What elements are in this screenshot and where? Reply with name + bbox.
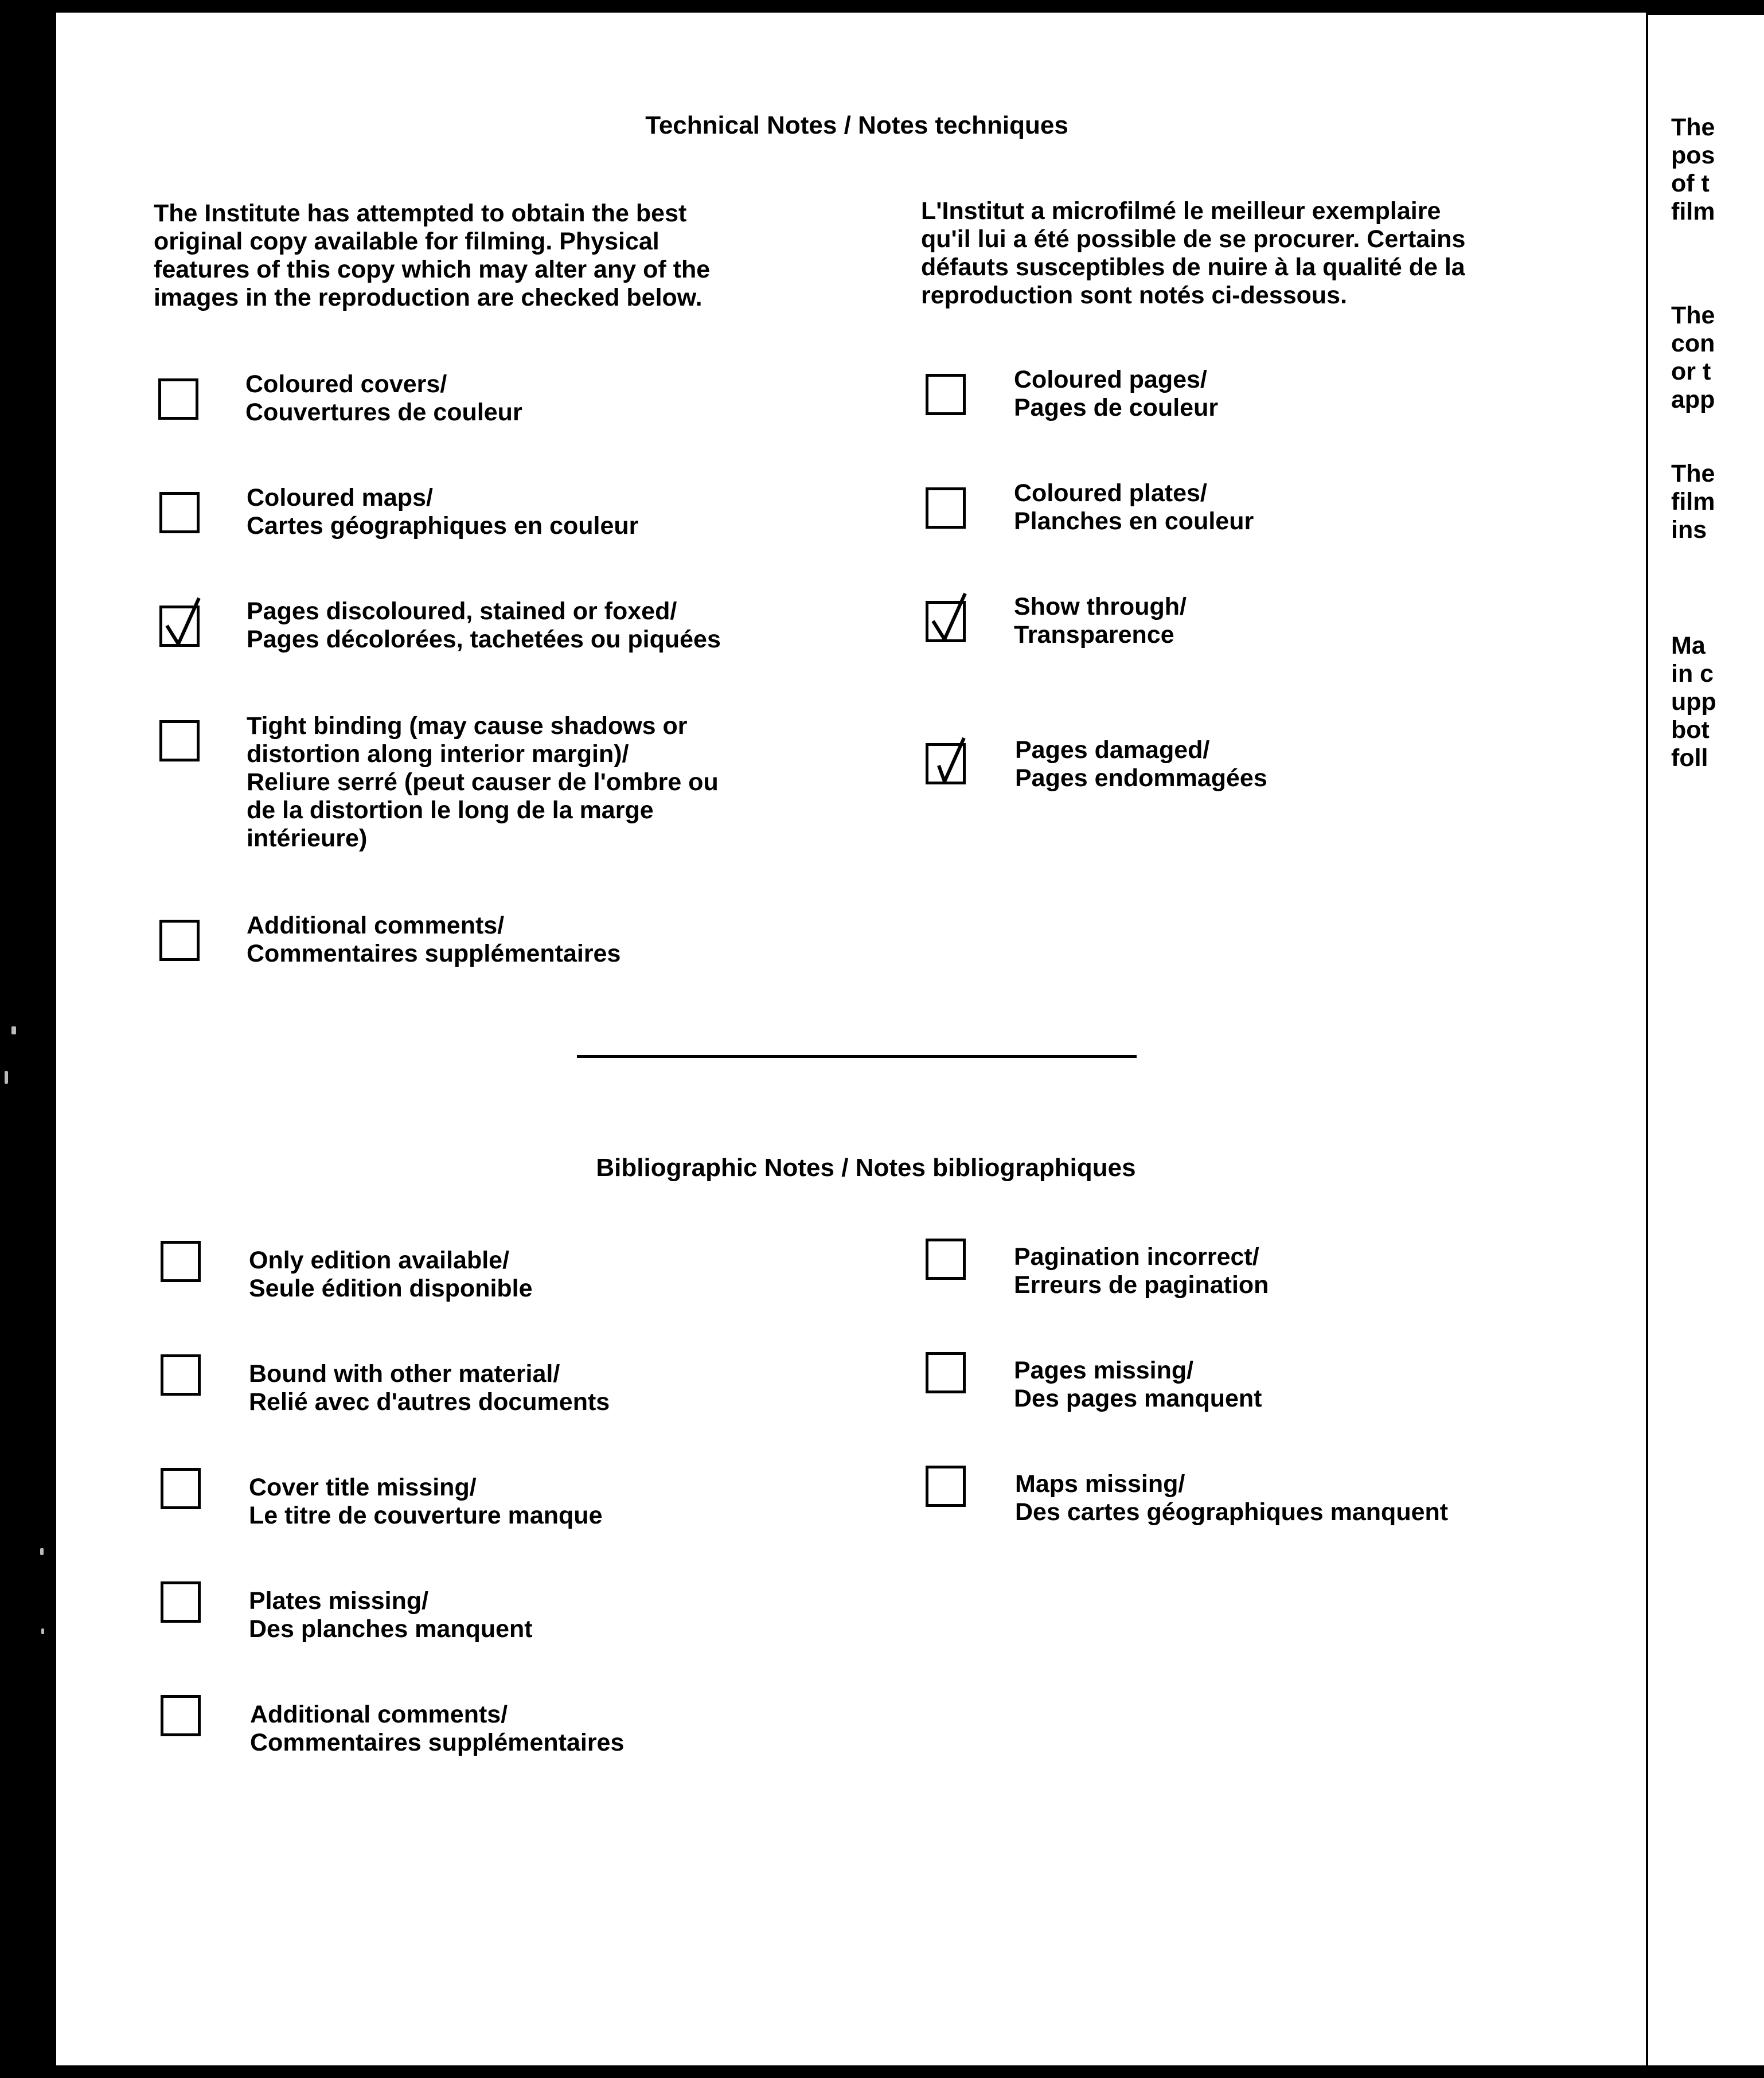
checkbox-pages-missing[interactable] bbox=[926, 1352, 966, 1393]
fragment-text: of t bbox=[1671, 170, 1710, 197]
item-label bbox=[249, 1360, 610, 1416]
item-label bbox=[249, 1587, 533, 1643]
adjacent-page-fragment bbox=[1648, 15, 1764, 2065]
item-label-line: Pages damaged/ bbox=[1015, 736, 1210, 764]
intro-en-line: images in the reproduction are checked below. bbox=[154, 284, 703, 311]
fragment-text: in c bbox=[1671, 660, 1714, 688]
checkbox-coloured-plates[interactable] bbox=[926, 487, 966, 529]
technical-notes-heading: Technical Notes / Notes techniques bbox=[645, 111, 1068, 139]
item-label-line: Des cartes géographiques manquent bbox=[1015, 1498, 1449, 1526]
checkbox-additional-comments-bibliographic[interactable] bbox=[161, 1695, 201, 1736]
fragment-text: upp bbox=[1671, 688, 1716, 716]
item-label-line: Cartes géographiques en couleur bbox=[247, 512, 639, 540]
fragment-text: pos bbox=[1671, 142, 1715, 169]
item-label-line: Only edition available/ bbox=[249, 1247, 510, 1274]
checkbox-maps-missing[interactable] bbox=[926, 1466, 966, 1507]
intro-fr-line: reproduction sont notés ci-dessous. bbox=[921, 282, 1348, 309]
item-label-line: Le titre de couverture manque bbox=[249, 1502, 603, 1529]
film-edge-mark bbox=[40, 1548, 44, 1555]
item-label-line: Coloured covers/ bbox=[245, 370, 447, 398]
check-mark-icon bbox=[161, 593, 204, 649]
item-label-line: Coloured maps/ bbox=[247, 484, 433, 511]
item-label bbox=[1014, 366, 1218, 422]
item-label-line: Tight binding (may cause shadows or bbox=[247, 712, 688, 740]
item-label-line: Coloured plates/ bbox=[1014, 479, 1207, 507]
item-label-line: Cover title missing/ bbox=[249, 1474, 477, 1501]
item-label bbox=[245, 370, 522, 427]
checkbox-plates-missing[interactable] bbox=[161, 1581, 201, 1623]
item-label bbox=[1014, 1357, 1262, 1413]
intro-en-line: original copy available for filming. Physical bbox=[154, 228, 659, 255]
item-label-line: Transparence bbox=[1014, 621, 1174, 649]
item-label bbox=[247, 484, 638, 540]
item-label-line: Coloured pages/ bbox=[1014, 366, 1207, 393]
item-label-line: Pages de couleur bbox=[1014, 394, 1219, 421]
item-label-line: intérieure) bbox=[247, 825, 368, 852]
fragment-text: The bbox=[1671, 114, 1715, 141]
item-label-line: Relié avec d'autres documents bbox=[249, 1388, 610, 1416]
item-label-line: Additional comments/ bbox=[247, 912, 505, 939]
item-label-line: Maps missing/ bbox=[1015, 1470, 1185, 1498]
item-label bbox=[1014, 593, 1187, 649]
item-label-line: Pages missing/ bbox=[1014, 1357, 1194, 1384]
item-label-line: Des planches manquent bbox=[249, 1615, 533, 1643]
item-label-line: Commentaires supplémentaires bbox=[247, 940, 621, 967]
film-edge-mark bbox=[41, 1628, 44, 1634]
fragment-text: The bbox=[1671, 460, 1715, 487]
technical-notes-sheet bbox=[56, 13, 1646, 2065]
item-label-line: Bound with other material/ bbox=[249, 1360, 560, 1388]
item-label-line: Pages discoloured, stained or foxed/ bbox=[247, 597, 677, 625]
checkbox-pagination-incorrect[interactable] bbox=[926, 1239, 966, 1280]
fragment-text: or t bbox=[1671, 358, 1711, 385]
item-label-line: Commentaires supplémentaires bbox=[250, 1729, 625, 1756]
intro-en-line: The Institute has attempted to obtain the best bbox=[154, 200, 687, 227]
checkbox-show-through[interactable] bbox=[926, 601, 966, 642]
check-mark-icon bbox=[927, 589, 970, 644]
section-divider bbox=[577, 1055, 1137, 1058]
fragment-text: app bbox=[1671, 386, 1715, 413]
item-label-line: Seule édition disponible bbox=[249, 1275, 533, 1302]
item-label bbox=[249, 1247, 533, 1303]
fragment-text: foll bbox=[1671, 744, 1708, 772]
item-label bbox=[247, 597, 721, 654]
fragment-text: con bbox=[1671, 330, 1715, 357]
film-edge-mark bbox=[11, 1026, 16, 1034]
bibliographic-notes-heading: Bibliographic Notes / Notes bibliographiques bbox=[596, 1154, 1136, 1182]
checkbox-coloured-pages[interactable] bbox=[926, 374, 966, 415]
checkbox-pages-damaged[interactable] bbox=[926, 743, 966, 784]
intro-fr-line: défauts susceptibles de nuire à la qualité de la bbox=[921, 253, 1465, 281]
checkbox-bound-with[interactable] bbox=[161, 1354, 201, 1396]
checkbox-pages-discoloured[interactable] bbox=[159, 606, 200, 647]
item-label-line: Pagination incorrect/ bbox=[1014, 1243, 1259, 1271]
checkbox-coloured-covers[interactable] bbox=[158, 378, 198, 420]
item-label bbox=[250, 1701, 624, 1757]
item-label bbox=[1014, 1243, 1269, 1299]
item-label bbox=[247, 712, 719, 853]
item-label-line: Erreurs de pagination bbox=[1014, 1271, 1269, 1299]
fragment-text: bot bbox=[1671, 716, 1710, 744]
item-label-line: Additional comments/ bbox=[250, 1701, 508, 1728]
item-label-line: Des pages manquent bbox=[1014, 1385, 1262, 1412]
check-mark-icon bbox=[927, 731, 970, 786]
item-label-line: de la distortion le long de la marge bbox=[247, 796, 654, 824]
checkbox-coloured-maps[interactable] bbox=[159, 492, 200, 533]
item-label-line: Planches en couleur bbox=[1014, 507, 1254, 535]
item-label bbox=[247, 912, 620, 968]
checkbox-tight-binding[interactable] bbox=[159, 720, 200, 761]
item-label-line: Pages endommagées bbox=[1015, 764, 1267, 792]
item-label-line: distortion along interior margin)/ bbox=[247, 740, 629, 768]
intro-fr-line: qu'il lui a été possible de se procurer. Certains bbox=[921, 225, 1466, 253]
checkbox-cover-title-missing[interactable] bbox=[161, 1468, 201, 1509]
intro-fr-line: L'Institut a microfilmé le meilleur exemplaire bbox=[921, 197, 1441, 225]
fragment-text: film bbox=[1671, 198, 1715, 225]
item-label-line: Pages décolorées, tachetées ou piquées bbox=[247, 626, 721, 653]
film-edge-mark bbox=[5, 1071, 8, 1084]
item-label bbox=[249, 1474, 603, 1530]
intro-en-line: features of this copy which may alter any of the bbox=[154, 256, 711, 283]
fragment-text: The bbox=[1671, 302, 1715, 329]
fragment-text: film bbox=[1671, 488, 1715, 515]
checkbox-only-edition[interactable] bbox=[161, 1241, 201, 1282]
item-label-line: Plates missing/ bbox=[249, 1587, 429, 1615]
item-label bbox=[1015, 1470, 1448, 1526]
fragment-text: Ma bbox=[1671, 632, 1706, 659]
item-label-line: Couvertures de couleur bbox=[245, 399, 522, 426]
item-label-line: Show through/ bbox=[1014, 593, 1187, 620]
fragment-text: ins bbox=[1671, 516, 1707, 544]
checkbox-additional-comments-technical[interactable] bbox=[159, 920, 200, 961]
item-label-line: Reliure serré (peut causer de l'ombre ou bbox=[247, 768, 719, 796]
item-label bbox=[1015, 736, 1267, 792]
item-label bbox=[1014, 479, 1254, 536]
